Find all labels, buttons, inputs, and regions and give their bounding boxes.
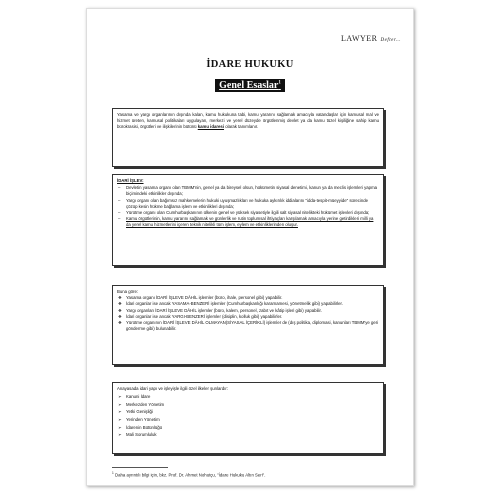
brand-logo [341,34,401,43]
page-title: İDARE HUKUKU [206,59,294,70]
intro-bold-term: kamu idaresi [197,124,225,130]
list-item: – Yürütme organı olan Cumhurbaşkanının ülkenin genel ve yüksek siyasetiyle ilgili salt siyasal nitelikteki hükümet işlevleri dışında; [118,210,370,216]
arrow-bullet-icon: ➢ [118,432,122,438]
ilkeler-box [112,382,384,454]
bullet-icon: – [118,197,121,203]
subtitle-text: Genel Esaslar [219,80,279,91]
list-item: ❖ Yargı organları İDARİ İŞLEVE DÂHİL işlemler (büro, kalem, personel, zabıt ve kâtip işleri gibi) yapabilir. [118,307,322,313]
footnote-text: Daha ayrıntılı bilgi için, bkz. Prof. Dr. Ahmet Nohutçu, "İdare Hukuku Altın Seri". [114,472,266,478]
list-item: ❖ Yasama organı İDARİ İŞLEVE DÂHİL işlemler (büro, ihale, personel gibi) yapabilir. [118,295,283,301]
buna-gore-box [112,285,384,365]
page-subtitle [215,79,285,92]
buna-gore-list [117,295,379,332]
arrow-bullet-icon: ➢ [118,409,122,415]
brand-sub: Defter... [380,38,401,43]
diamond-bullet-icon: ❖ [118,307,122,313]
intro-text: Yasama ve yargı organlarının dışında kalan, kamu hukukuna tabi, kamu yararını sağlamak amacıyla vatandaşlar için kamusal mal ve hizmet üreten, kamusal politikaları uygulayan, merkezi ve yerel düzeyde örgütlenmiş devlet ya da kamu tüzel kişiliğine sahip kamu bürokrasisi, örgütleri ve ilişkilerinin bütünü [117,112,379,130]
brand-name: LAWYER [340,34,378,43]
idari-islev-heading: İDARİ İŞLEV: [117,178,144,183]
list-item: ➢ Yetki Genişliği [118,409,153,415]
list-item: ❖ İdari organlar ise ancak YASAMA-BENZERİ işlemler (Cumhurbaşkanlığı kararnamesi, yönetmelik gibi) yapabilirler. [118,301,343,307]
buna-gore-heading: Buna göre: [117,289,139,294]
bullet-icon: – [118,210,121,216]
bullet-icon: – [118,185,121,191]
ilkeler-heading: Anayasada idari yapı ve işleyişle ilgili özel ilkeler şunlardır: [117,386,229,391]
ilkeler-list [117,394,379,438]
list-item: ❖ İdari organlar ise ancak YARGI-BENZERİ işlemler (disiplin, kolluk gibi) yapabilirler. [118,313,283,319]
intro-paragraph [117,112,379,131]
list-item: ➢ İdarenin Bütünlüğü [118,424,163,430]
list-item: – Yargı organı olan bağımsız mahkemelerin hukuki uyuşmazlıkları ve hukuka aykırılık iddialarını "idda-tespit-müeyyide" sürecinde çözüp kesin hükme bağlama işlem ve etkinlikleri dışında; [118,197,369,209]
list-item: ➢ Yerinden Yönetim [118,416,160,422]
list-item: ➢ Merkezden Yönetim [118,401,165,407]
footnote-divider [112,467,168,468]
diamond-bullet-icon: ❖ [118,320,122,326]
diamond-bullet-icon: ❖ [118,301,122,307]
list-item: – Kamu örgütlerinin, kamu yararını sağlamak ve günlerlik ve rutin toplumsal ihtiyaçları karşılamak amacıyla yerine getirdikleri milli ya da yerel kamu hizmetlerini içeren teknik nitelikli tüm işlem, eylem ve etkinliklerinden oluşur. [118,216,374,228]
list-item: ❖ Yürütme organının İDARİ İŞLEVE DÂHİL OLMAYAN(SİYASAL İÇERİKLİ) işlemler de (dış politika, diplomasi, kanunları TBMM'ye geri gönderme gibi) bulunabilir. [118,320,379,332]
arrow-bullet-icon: ➢ [118,424,122,430]
footnote [112,471,265,477]
intro-end: olarak tanımlanır. [225,124,259,130]
document-page [86,8,414,486]
list-item: – Devletin yasama organı olan TBMM'nin, genel ya da bireysel olsun, hükümetin siyasal denetimi, kanun ya da meclis işlemleri yapma biçimindeki etkinlikler dışında; [118,185,378,197]
intro-box [112,108,384,167]
bullet-icon: – [118,216,121,222]
subtitle-footnote-mark: 1 [278,80,281,86]
list-item: ➢ Kanuni İdare [118,394,151,400]
arrow-bullet-icon: ➢ [118,394,122,400]
subtitle-wrap [87,75,413,93]
list-item: ➢ Mali Sorumluluk [118,432,157,438]
arrow-bullet-icon: ➢ [118,416,122,422]
footnote-mark: 1 [112,471,114,475]
arrow-bullet-icon: ➢ [118,401,122,407]
idari-islev-box [112,174,384,266]
idari-islev-list [117,185,379,228]
diamond-bullet-icon: ❖ [118,313,122,319]
diamond-bullet-icon: ❖ [118,295,122,301]
